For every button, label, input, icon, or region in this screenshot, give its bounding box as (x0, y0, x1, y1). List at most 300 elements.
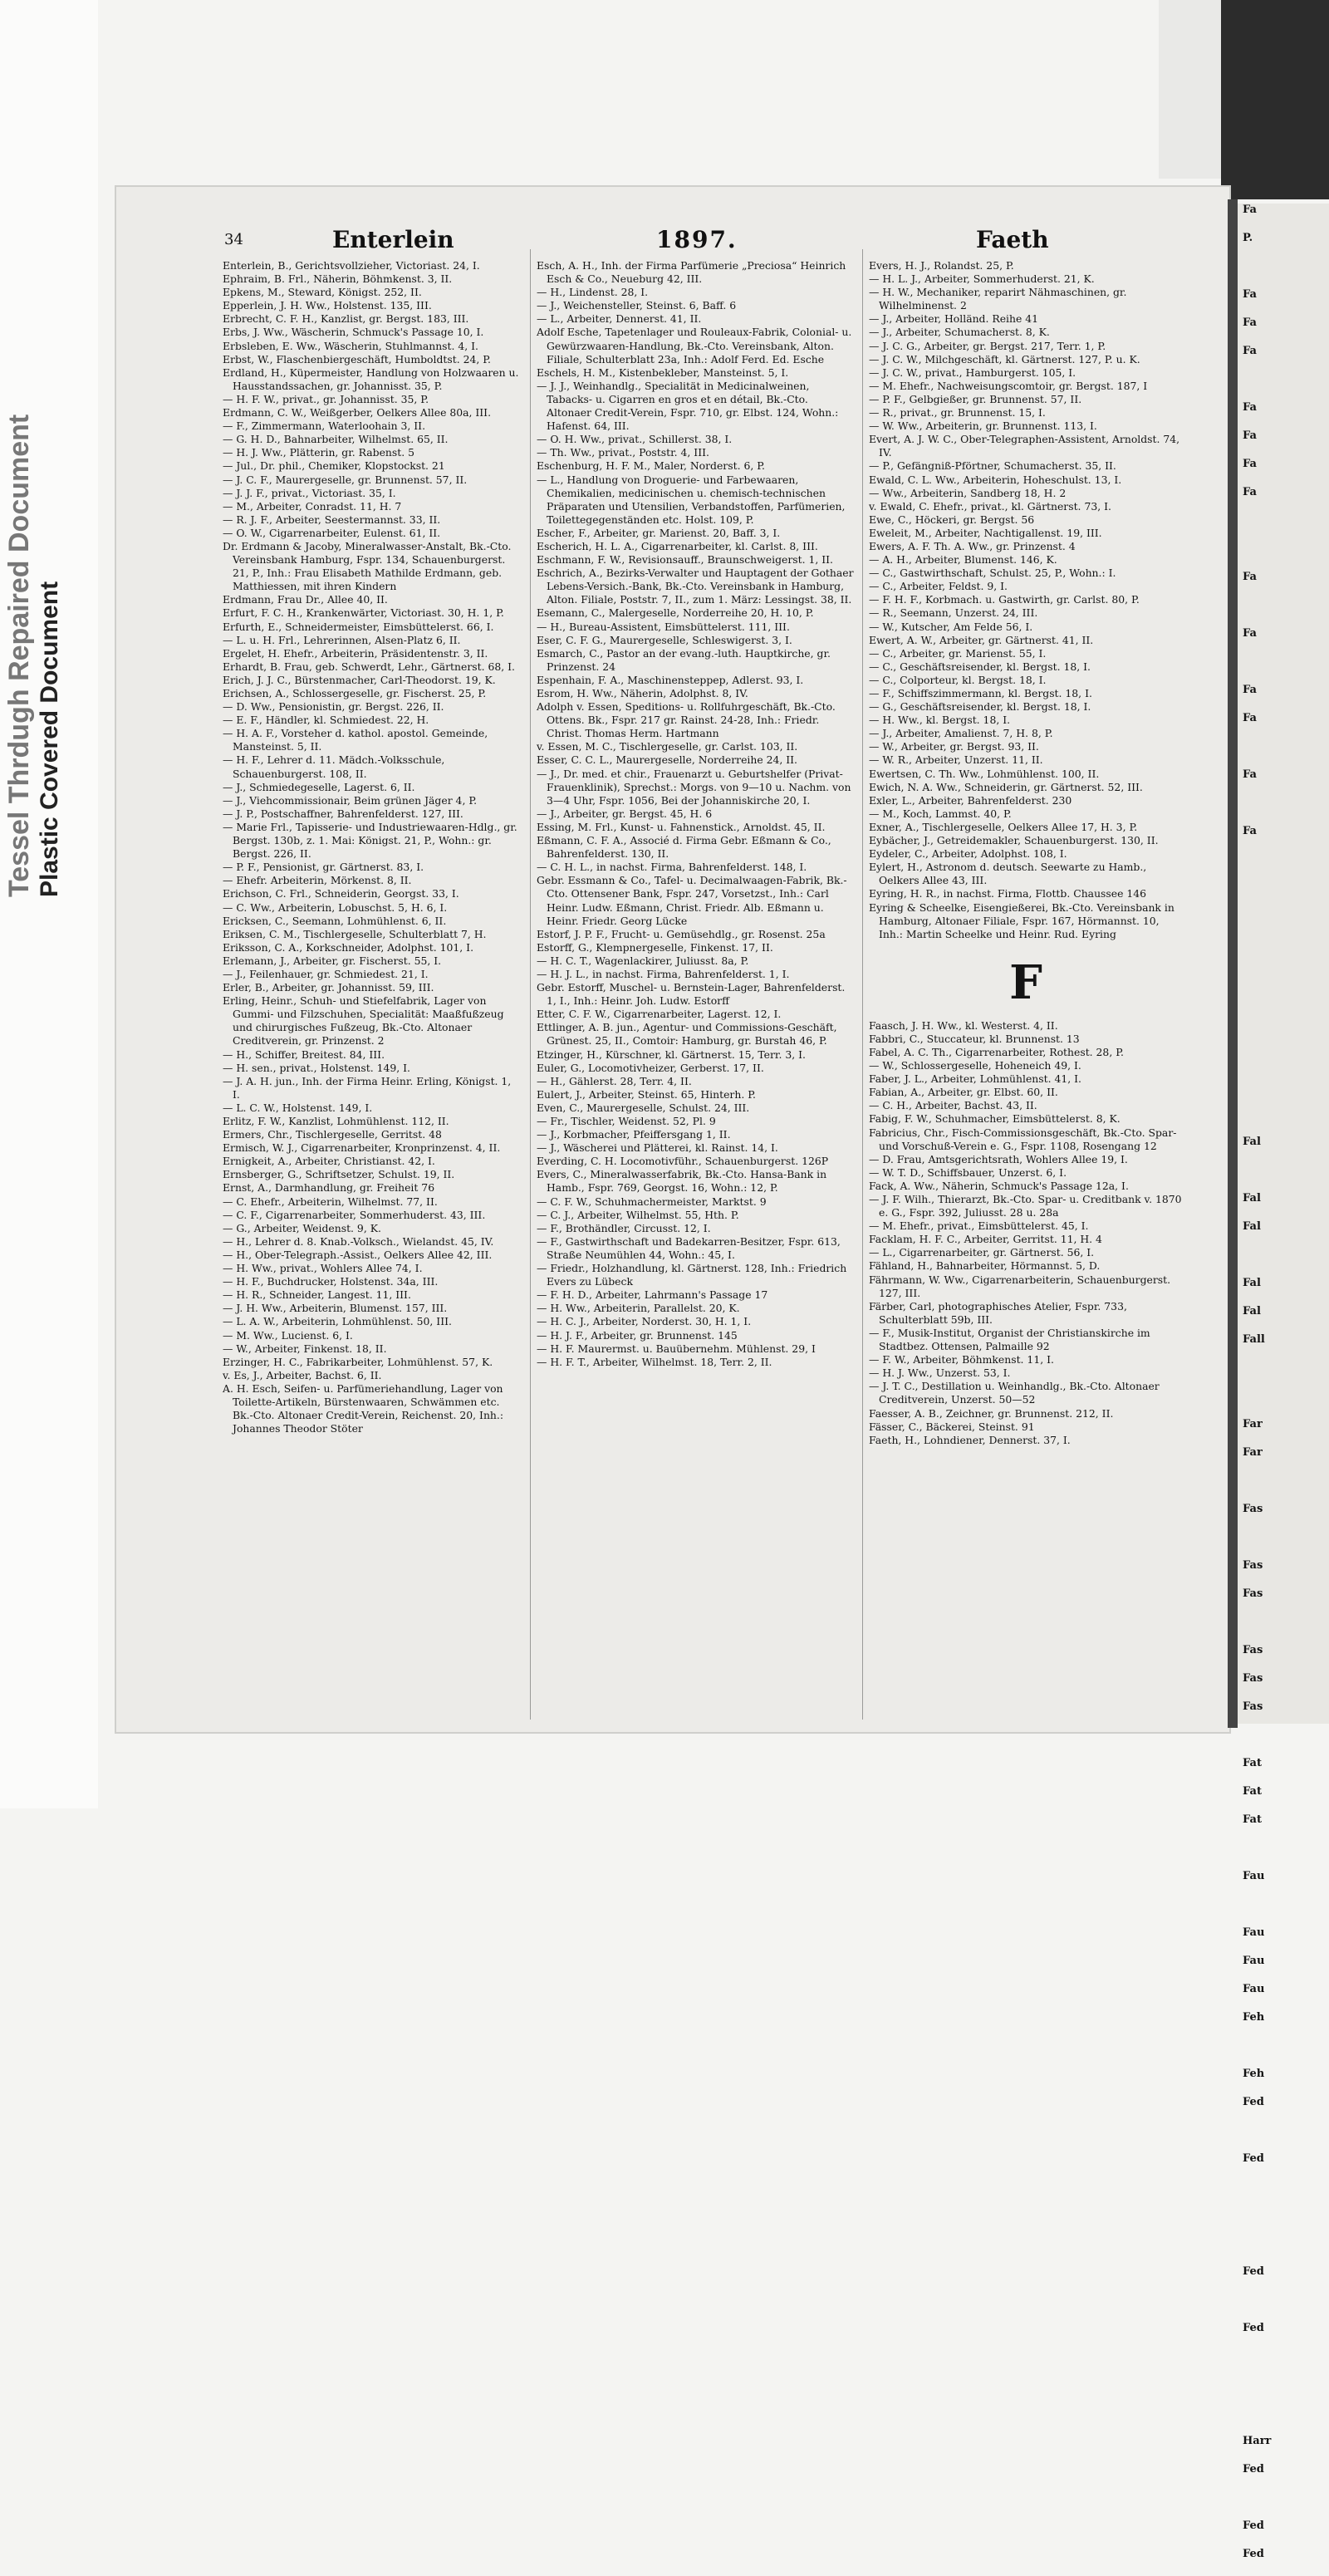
directory-entry: Faesser, A. B., Zeichner, gr. Brunnenst. 212, II. (869, 1406, 1114, 1420)
next-page-entry-fragment (1238, 1249, 1329, 1277)
directory-entry: v. Es, J., Arbeiter, Bachst. 6, II. (223, 1368, 382, 1381)
next-page-entry-fragment: Fal (1243, 1277, 1261, 1289)
next-page-entry-fragment: Fas (1243, 1587, 1263, 1600)
directory-entry: Faber, J. L., Arbeiter, Lohmühlenst. 41, I. (869, 1072, 1081, 1086)
directory-entry: — L., Handlung von Droguerie- und Farbewaaren, Chemikalien, medicinischen u. chemisch-technischen Präparaten und Utensilien, Verbandstoffen, Parfümerien, Toilettegegenständen etc. Holst. 109, P. (537, 473, 846, 526)
directory-entry: Epperlein, J. H. Ww., Holstenst. 135, III. (223, 299, 432, 312)
directory-entry: — W. R., Arbeiter, Unzerst. 11, II. (869, 753, 1043, 767)
directory-entry: Estorf, J. P. F., Frucht- u. Gemüsehdlg., gr. Rosenst. 25a (537, 927, 826, 940)
directory-entry: Erdmann, C. W., Weißgerber, Oelkers Allee 80a, III. (223, 406, 492, 420)
directory-entry: — J., Wäscherei und Plätterei, kl. Rainst. 14, I. (537, 1141, 778, 1155)
directory-entry: Ernigkeit, A., Arbeiter, Christianst. 42, I. (223, 1155, 435, 1168)
column-rule (862, 249, 863, 1720)
directory-entry: — W., Arbeiter, Finkenst. 18, II. (223, 1342, 387, 1355)
directory-entry: — F. H. F., Korbmach. u. Gastwirth, gr. Carlst. 80, P. (869, 593, 1140, 606)
directory-entry: — R., Seemann, Unzerst. 24, III. (869, 606, 1038, 620)
next-page-entry-fragment: Fa (1243, 316, 1257, 329)
directory-entry: — H. L. J., Arbeiter, Sommerhuderst. 21, K. (869, 272, 1095, 286)
directory-entry: Escherich, H. L. A., Cigarrenarbeiter, kl. Carlst. 8, III. (537, 539, 818, 552)
next-page-entry-fragment: Harr (1243, 2435, 1272, 2447)
stamp-line-1: Tessel Thrdugh Repaired Document (3, 414, 35, 897)
directory-entry: — O. H. Ww., privat., Schillerst. 38, I. (537, 433, 733, 446)
directory-entry: Evers, C., Mineralwasserfabrik, Bk.-Cto. Hansa-Bank in Hamb., Fspr. 769, Georgst. 16, Wohn.: 12, P. (537, 1168, 827, 1195)
directory-entry: — C. H., Arbeiter, Bachst. 43, II. (869, 1099, 1037, 1112)
directory-entry: — W. Ww., Arbeiterin, gr. Brunnenst. 113, I. (869, 420, 1097, 433)
next-page-entry-fragment (1238, 1616, 1329, 1644)
next-page-entry-fragment: Fa (1243, 486, 1257, 498)
directory-entry: — L. u. H. Frl., Lehrerinnen, Alsen-Platz 6, II. (223, 633, 461, 646)
next-page-entry-fragment (1238, 1729, 1329, 1757)
directory-entry: Gebr. Estorff, Muschel- u. Bernstein-Lager, Bahrenfelderst. 1, I., Inh.: Heinr. Joh. Ludw. Estorff (537, 981, 846, 1008)
directory-entry: — H. F. W., privat., gr. Johannisst. 35, P. (223, 392, 429, 405)
directory-entry: Erbsleben, E. Ww., Wäscherin, Stuhlmannst. 4, I. (223, 339, 478, 352)
directory-entry: — C., Arbeiter, Feldst. 9, I. (869, 580, 1008, 593)
next-page-entry-fragment (1238, 2350, 1329, 2378)
directory-entry: Ernst, A., Darmhandlung, gr. Freiheit 76 (223, 1181, 435, 1195)
directory-entry: Espenhain, F. A., Maschinensteppер, Adlerst. 93, I. (537, 673, 804, 686)
directory-entry: Esmarch, C., Pastor an der evang.-luth. Hauptkirche, gr. Prinzenst. 24 (537, 646, 831, 673)
directory-entry: — G., Arbeiter, Weidenst. 9, K. (223, 1221, 381, 1234)
next-page-entry-fragment: Fau (1243, 1870, 1265, 1882)
directory-entry: Erlemann, J., Arbeiter, gr. Fischerst. 55, I. (223, 954, 442, 967)
directory-entry: — P., Gefängniß-Pförtner, Schumacherst. 35, II. (869, 459, 1116, 473)
directory-entry: Everding, C. H. Locomotivführ., Schauenburgerst. 126P (537, 1155, 829, 1168)
directory-entry: — J. C. G., Arbeiter, gr. Bergst. 217, Terr. 1, P. (869, 339, 1106, 352)
next-page-entry-fragment: Fall (1243, 1333, 1265, 1346)
directory-entry: — J. J. F., privat., Victoriast. 35, I. (223, 486, 396, 499)
next-page-entry-fragment (1238, 2407, 1329, 2435)
directory-entry: Erfurt, F. C. H., Krankenwärter, Victoriast. 30, H. 1, P. (223, 606, 504, 620)
directory-entry: Ermers, Chr., Tischlergeselle, Gerritst. 48 (223, 1128, 442, 1141)
directory-entry: Erdmann, Frau Dr., Allee 40, II. (223, 593, 388, 606)
directory-entry: Eriksson, C. A., Korkschneider, Adolphst. 101, I. (223, 940, 474, 954)
next-page-entry-fragment: Fed (1243, 2463, 1264, 2475)
next-page-entry-fragment: Fa (1243, 768, 1257, 781)
next-page-entry-fragment: Fed (1243, 2152, 1264, 2165)
directory-entry: — J., Schmiedegeselle, Lagerst. 6, II. (223, 780, 415, 793)
directory-entry: — Th. Ww., privat., Poststr. 4, III. (537, 446, 709, 459)
directory-entry: — R. J. F., Arbeiter, Seestermannst. 33, II. (223, 513, 441, 526)
column-1 (223, 259, 522, 1721)
directory-entry: — H. F., Buchdrucker, Holstenst. 34a, III. (223, 1275, 439, 1288)
directory-entry: — P. F., Gelbgießer, gr. Brunnenst. 57, II. (869, 392, 1082, 405)
directory-entry: — F., Schiffszimmermann, kl. Bergst. 18, I. (869, 687, 1092, 699)
directory-entry: Erichson, C. Frl., Schneiderin, Georgst. 33, I. (223, 887, 459, 900)
next-page-entry-fragment: Fau (1243, 1983, 1265, 1995)
directory-entry: v. Essen, M. C., Tischlergeselle, gr. Carlst. 103, II. (537, 740, 798, 753)
directory-entry: — H., Bureau-Assistent, Eimsbüttelerst. 111, III. (537, 620, 790, 633)
next-page-entry-fragment (1238, 1531, 1329, 1559)
directory-entry: Ermisch, W. J., Cigarrenarbeiter, Kronprinzenst. 4, II. (223, 1141, 501, 1155)
next-page-entry-fragment: Fa (1243, 458, 1257, 470)
next-page-entry-fragment (1238, 1164, 1329, 1192)
directory-entry: — H. Ww., kl. Bergst. 18, I. (869, 714, 1011, 727)
directory-entry: — M., Arbeiter, Conradst. 11, H. 7 (223, 499, 402, 513)
directory-entry: — C. F., Cigarrenarbeiter, Sommerhuderst. 43, III. (223, 1208, 486, 1221)
directory-entry: — J. T. C., Destillation u. Weinhandlg., Bk.-Cto. Altonaer Creditverein, Unzerst. 50—52 (869, 1380, 1160, 1406)
directory-entry: Erdland, H., Küpermeister, Handlung von Holzwaaren u. Hausstandssachen, gr. Johannisst. 35, P. (223, 366, 519, 392)
directory-entry: Fabig, F. W., Schuhmacher, Eimsbüttelerst. 8, K. (869, 1112, 1121, 1126)
directory-entry: — H. Ww., privat., Wohlers Allee 74, I. (223, 1262, 423, 1275)
directory-entry: — J., Weichensteller, Steinst. 6, Baff. 6 (537, 299, 737, 312)
directory-entry: — J., Arbeiter, gr. Bergst. 45, H. 6 (537, 807, 713, 820)
directory-entry: Evers, H. J., Rolandst. 25, P. (869, 259, 1014, 272)
directory-entry: Erler, B., Arbeiter, gr. Johannisst. 59, III. (223, 981, 434, 994)
directory-entry: — C. Ww., Arbeiterin, Lobuschst. 5, H. 6, I. (223, 900, 448, 914)
next-page-entry-fragment: Fa (1243, 684, 1257, 696)
next-page-entry-fragment (1238, 938, 1329, 966)
directory-entry: — C. J., Arbeiter, Wilhelmst. 55, Hth. P. (537, 1208, 739, 1221)
next-page-entry-fragment: Fed (1243, 2548, 1264, 2560)
directory-entry: — H. W., Mechaniker, reparirt Nähmaschinen, gr. Wilhelminenst. 2 (869, 286, 1127, 312)
directory-entry: — C. Ehefr., Arbeiterin, Wilhelmst. 77, II. (223, 1195, 438, 1208)
directory-entry: Fabian, A., Arbeiter, gr. Elbst. 60, II. (869, 1086, 1058, 1099)
directory-entry: — W., Arbeiter, gr. Bergst. 93, II. (869, 740, 1039, 753)
next-page-entry-fragment (1238, 599, 1329, 627)
next-page-entry-fragment (1238, 966, 1329, 994)
directory-entry: — W. T. D., Schiffsbauer, Unzerst. 6, I. (869, 1165, 1067, 1179)
directory-entry: — J. J., Weinhandlg., Specialität in Medicinalweinen, Tabacks- u. Cigarren en gros et en détail, Bk.-Cto. Altonaer Credit-Verein, Fspr. 710, gr. Elbst. 124, Wohn.: Hafenst. 64, III. (537, 379, 839, 433)
directory-entry: — H. C. J., Arbeiter, Norderst. 30, H. 1, I. (537, 1315, 752, 1328)
directory-entry: — J., Arbeiter, Amalienst. 7, H. 8, P. (869, 727, 1053, 740)
next-page-entry-fragment (1238, 2491, 1329, 2520)
directory-entry: Gebr. Essmann & Co., Tafel- u. Decimalwaagen-Fabrik, Bk.-Cto. Ottensener Bank, Fspr. 247, Vorsetzst., Inh.: Carl Heinr. Ludw. Eßmann, Christ. Friedr. Alb. Eßmann u. Heinr. Friedr. Georg Lücke (537, 874, 847, 927)
next-page-entry-fragment (1238, 1390, 1329, 1418)
directory-entry: Erich, J. J. C., Bürstenmacher, Carl-Theodorst. 19, K. (223, 673, 496, 686)
book-binding (1221, 0, 1329, 199)
next-page-entry-fragment (1238, 1842, 1329, 1870)
directory-entry: Eschmann, F. W., Revisionsauff., Braunschweigerst. 1, II. (537, 553, 833, 567)
directory-entry: Adolph v. Essen, Speditions- u. Rollfuhrgeschäft, Bk.-Cto. Ottens. Bk., Fspr. 217 gr. Rainst. 24-28, Inh.: Friedr. Christ. Thomas Herm. Hartmann (537, 700, 836, 740)
directory-entry: Fässer, C., Bäckerei, Steinst. 91 (869, 1420, 1035, 1433)
scan-margin (0, 0, 98, 1808)
directory-entry: Ewich, N. A. Ww., Schneiderin, gr. Gärtnerst. 52, III. (869, 780, 1143, 793)
next-page-entry-fragment (1238, 2039, 1329, 2068)
directory-entry: Fabel, A. C. Th., Cigarrenarbeiter, Rothest. 28, P. (869, 1045, 1124, 1058)
next-page-entry-fragment: Fa (1243, 288, 1257, 301)
next-page-fragment (1238, 204, 1329, 2560)
directory-entry: Epkens, M., Steward, Königst. 252, II. (223, 286, 422, 299)
next-page-entry-fragment (1238, 2237, 1329, 2265)
directory-entry: — L., Cigarrenarbeiter, gr. Gärtnerst. 56, I. (869, 1246, 1095, 1259)
next-page-entry-fragment: Fal (1243, 1305, 1261, 1317)
directory-entry: Euler, G., Locomotivheizer, Gerberst. 17, II. (537, 1061, 764, 1074)
directory-entry: — H. J. F., Arbeiter, gr. Brunnenst. 145 (537, 1328, 738, 1342)
directory-entry: — Jul., Dr. phil., Chemiker, Klopstockst. 21 (223, 459, 445, 473)
directory-entry: — J., Arbeiter, Schumacherst. 8, K. (869, 326, 1050, 339)
directory-entry: — Ww., Arbeiterin, Sandberg 18, H. 2 (869, 486, 1067, 499)
directory-entry: — C., Gastwirthschaft, Schulst. 25, P., Wohn.: I. (869, 567, 1116, 580)
directory-entry: Eulert, J., Arbeiter, Steinst. 65, Hinterh. P. (537, 1087, 756, 1101)
section-letter: F (1009, 954, 1042, 1010)
directory-entry: Färber, Carl, photographisches Atelier, Fspr. 733, Schulterblatt 59b, III. (869, 1299, 1127, 1326)
directory-entry: Faasch, J. H. Ww., kl. Westerst. 4, II. (869, 1018, 1058, 1032)
directory-entry: — F. W., Arbeiter, Böhmkenst. 11, I. (869, 1353, 1054, 1367)
directory-entry: Fabricius, Chr., Fisch-Commissionsgeschäft, Bk.-Cto. Spar- und Vorschuß-Verein e. G., Fspr. 1108, Rosengang 12 (869, 1126, 1177, 1152)
directory-entry: Essing, M. Frl., Kunst- u. Fahnenstick., Arnoldst. 45, II. (537, 820, 826, 833)
directory-entry: Ettlinger, A. B. jun., Agentur- und Commissions-Geschäft, Grünest. 25, II., Comtoir: Hamburg, gr. Burstah 46, P. (537, 1021, 837, 1048)
directory-entry: Fähland, H., Bahnarbeiter, Hörmannst. 5, D. (869, 1259, 1101, 1273)
directory-entry: — L. C. W., Holstenst. 149, I. (223, 1101, 373, 1114)
next-page-entry-fragment: Fa (1243, 401, 1257, 414)
next-page-entry-fragment: Fa (1243, 712, 1257, 724)
next-page-entry-fragment (1238, 1898, 1329, 1926)
page-number: 34 (224, 231, 243, 248)
directory-entry: Facklam, H. F. C., Arbeiter, Gerritst. 11, H. 4 (869, 1233, 1102, 1246)
next-page-entry-fragment: Fat (1243, 1813, 1262, 1826)
directory-entry: Eyring, H. R., in nachst. Firma, Flottb. Chaussee 146 (869, 887, 1147, 900)
next-page-entry-fragment (1238, 655, 1329, 684)
directory-entry: — Ehefr. Arbeiterin, Mörkenst. 8, II. (223, 874, 412, 887)
next-page-entry-fragment: Fal (1243, 1220, 1261, 1233)
next-page-entry-fragment: Fau (1243, 1955, 1265, 1967)
next-page-entry-fragment (1238, 2181, 1329, 2209)
directory-entry: Even, C., Maurergeselle, Schulst. 24, III. (537, 1101, 750, 1114)
directory-entry: Eydeler, C., Arbeiter, Adolphst. 108, I. (869, 847, 1067, 861)
directory-entry: Enterlein, B., Gerichtsvollzieher, Victoriast. 24, I. (223, 259, 480, 272)
directory-entry: — C. H. L., in nachst. Firma, Bahrenfelderst. 148, I. (537, 861, 807, 874)
directory-entry: — H. Ww., Arbeiterin, Parallelst. 20, K. (537, 1302, 740, 1315)
directory-entry: Erfurth, E., Schneidermeister, Eimsbüttelerst. 66, I. (223, 620, 494, 633)
directory-entry: Etzinger, H., Kürschner, kl. Gärtnerst. 15, Terr. 3, I. (537, 1048, 806, 1061)
next-page-entry-fragment: Fas (1243, 1559, 1263, 1572)
directory-entry: Eschenburg, H. F. M., Maler, Norderst. 6, P. (537, 459, 765, 473)
directory-entry: Fährmann, W. Ww., Cigarrenarbeiterin, Schauenburgerst. 127, III. (869, 1273, 1171, 1299)
directory-entry: — J. P., Postschaffner, Bahrenfelderst. 127, III. (223, 807, 463, 820)
directory-entry: — P. F., Pensionist, gr. Gärtnerst. 83, I. (223, 861, 424, 874)
directory-entry: — L., Arbeiter, Dennerst. 41, II. (537, 312, 702, 326)
directory-entry: — D. Ww., Pensionistin, gr. Bergst. 226, II. (223, 700, 444, 714)
directory-entry: — J., Korbmacher, Pfeiffersgang 1, II. (537, 1128, 731, 1141)
directory-entry: — Marie Frl., Tapisserie- und Industriewaaren-Hdlg., gr. Bergst. 130b, z. 1. Mai: Königst. 21, P., Wohn.: gr. Bergst. 226, II. (223, 820, 517, 861)
next-page-entry-fragment (1238, 797, 1329, 825)
directory-entry: — H., Lehrer d. 8. Knab.-Volksch., Wielandst. 45, IV. (223, 1234, 494, 1248)
next-page-entry-fragment: Fa (1243, 204, 1257, 216)
directory-entry: Esch, A. H., Inh. der Firma Parfümerie „Preciosa“ Heinrich Esch & Co., Neueburg 42, III. (537, 259, 846, 286)
directory-entry: — H. J. L., in nachst. Firma, Bahrenfelderst. 1, I. (537, 967, 790, 980)
stamp-line-2: Plastic Covered Document (36, 581, 63, 897)
next-page-entry-fragment: Fas (1243, 1700, 1263, 1713)
directory-entry: — H. C. T., Wagenlackirer, Juliusst. 8a, P. (537, 954, 749, 967)
directory-entry: Exner, A., Tischlergeselle, Oelkers Allee 17, H. 3, P. (869, 820, 1138, 833)
next-page-entry-fragment: Feh (1243, 2068, 1265, 2080)
directory-entry: — J. H. Ww., Arbeiterin, Blumenst. 157, III. (223, 1302, 448, 1315)
header-right-word: Faeth (976, 226, 1049, 253)
directory-entry: — H. J. Ww., Plätterin, gr. Rabenst. 5 (223, 446, 415, 459)
directory-entry: — C., Arbeiter, gr. Marienst. 55, I. (869, 646, 1047, 660)
next-page-entry-fragment (1238, 2378, 1329, 2407)
next-page-entry-fragment: Fau (1243, 1926, 1265, 1939)
directory-entry: Adolf Esche, Tapetenlager und Rouleaux-Fabrik, Colonial- u. Gewürzwaaren-Handlung, Bk.-Cto. Vereinsbank, Alton. Filiale, Schulterblatt 23a, Inh.: Adolf Ferd. Ed. Esche (537, 326, 852, 366)
next-page-entry-fragment: Fat (1243, 1757, 1262, 1769)
next-page-entry-fragment (1238, 1474, 1329, 1503)
next-page-entry-fragment (1238, 1023, 1329, 1051)
next-page-entry-fragment (1238, 853, 1329, 881)
directory-entry: — H., Schiffer, Breitest. 84, III. (223, 1048, 385, 1061)
next-page-entry-fragment (1238, 542, 1329, 571)
next-page-entry-fragment: Fas (1243, 1503, 1263, 1515)
next-page-entry-fragment: Fed (1243, 2096, 1264, 2108)
next-page-entry-fragment: P. (1243, 232, 1253, 244)
next-page-entry-fragment: Fas (1243, 1644, 1263, 1656)
directory-entry: Ephraim, B. Frl., Näherin, Böhmkenst. 3, II. (223, 272, 453, 286)
directory-entry: Fabbri, C., Stuccateur, kl. Brunnenst. 13 (869, 1032, 1080, 1045)
directory-entry: — J., Dr. med. et chir., Frauenarzt u. Geburtshelfer (Privat-Frauenklinik), Sprechst.: Morgs. von 9—10 u. Nachm. von 3—4 Uhr, Fspr. 1056, Bei der Johanniskirche 20, I. (537, 767, 851, 807)
directory-entry: — F., Zimmermann, Waterloohain 3, II. (223, 420, 426, 433)
next-page-entry-fragment (1238, 260, 1329, 288)
directory-entry: Eyring & Scheelke, Eisengießerei, Bk.-Cto. Vereinsbank in Hamburg, Altonaer Filiale, Fspr. 167, Hörmannst. 10, Inh.: Martin Scheelke und Heinr. Rud. Eyring (869, 900, 1175, 940)
next-page-entry-fragment (1238, 994, 1329, 1023)
directory-entry: — H., Ober-Telegraph.-Assist., Oelkers Allee 42, III. (223, 1248, 493, 1261)
directory-entry: — G. H. D., Bahnarbeiter, Wilhelmst. 65, II. (223, 433, 449, 446)
next-page-entry-fragment: Fas (1243, 1672, 1263, 1685)
directory-entry: — W., Kutscher, Am Felde 56, I. (869, 620, 1033, 633)
directory-entry: Eschels, H. M., Kistenbekleber, Mansteinst. 5, I. (537, 366, 789, 379)
directory-entry: Ericksen, C., Seemann, Lohmühlenst. 6, II. (223, 914, 447, 927)
column-3-lower (869, 1019, 1183, 1447)
directory-entry: Ewers, A. F. Th. A. Ww., gr. Prinzenst. 4 (869, 539, 1076, 552)
next-page-entry-fragment: Far (1243, 1446, 1263, 1459)
directory-entry: — L. A. W., Arbeiterin, Lohmühlenst. 50, III. (223, 1315, 452, 1328)
next-page-entry-fragment: Fa (1243, 825, 1257, 837)
directory-entry: — M., Koch, Lammst. 40, P. (869, 807, 1012, 820)
directory-entry: Eriksen, C. M., Tischlergeselle, Schulterblatt 7, H. (223, 927, 487, 940)
next-page-entry-fragment: Fa (1243, 429, 1257, 442)
next-page-entry-fragment (1238, 2294, 1329, 2322)
directory-entry: — J. A. H. jun., Inh. der Firma Heinr. Erling, Königst. 1, I. (223, 1074, 512, 1101)
header-year: 1897. (656, 226, 738, 253)
directory-entry: — H., Lindenst. 28, I. (537, 286, 649, 299)
directory-entry: Ewald, C. L. Ww., Arbeiterin, Hoheschulst. 13, I. (869, 473, 1122, 486)
next-page-entry-fragment: Fed (1243, 2322, 1264, 2334)
directory-entry: — O. W., Cigarrenarbeiter, Eulenst. 61, II. (223, 526, 441, 539)
directory-entry: — C. F. W., Schuhmachermeister, Marktst. 9 (537, 1195, 767, 1208)
directory-entry: Esemann, C., Malergeselle, Norderreihe 20, H. 10, P. (537, 606, 814, 620)
directory-entry: — C., Colporteur, kl. Bergst. 18, I. (869, 673, 1047, 686)
directory-entry: Ewertsen, C. Th. Ww., Lohmühlenst. 100, II. (869, 767, 1100, 780)
directory-entry: Eybächer, J., Getreidemakler, Schauenburgerst. 130, II. (869, 834, 1159, 847)
column-rule (530, 249, 531, 1720)
directory-entry: Faeth, H., Lohndiener, Dennerst. 37, I. (869, 1433, 1071, 1446)
directory-entry: Erichsen, A., Schlossergeselle, gr. Fischerst. 25, P. (223, 687, 487, 699)
directory-entry: A. H. Esch, Seifen- u. Parfümeriehandlung, Lager von Toilette-Artikeln, Bürstenwaaren, Schwämmen etc. Bk.-Cto. Altonaer Credit-Verein, Reichenst. 20, Inh.: Johannes Theodor Stöter (223, 1381, 504, 1435)
next-page-entry-fragment: Fa (1243, 571, 1257, 583)
directory-entry: — J. C. W., privat., Hamburgerst. 105, I. (869, 366, 1076, 379)
directory-entry: — J., Arbeiter, Holländ. Reihe 41 (869, 312, 1039, 326)
directory-entry: — E. F., Händler, kl. Schmiedest. 22, H. (223, 714, 429, 727)
next-page-entry-fragment: Fal (1243, 1136, 1261, 1148)
directory-entry: — G., Geschäftsreisender, kl. Bergst. 18, I. (869, 700, 1091, 714)
directory-entry: — C., Geschäftsreisender, kl. Bergst. 18, I. (869, 660, 1091, 673)
directory-entry: Etter, C. F. W., Cigarrenarbeiter, Lagerst. 12, I. (537, 1008, 782, 1021)
paper-edge (1159, 0, 1225, 179)
next-page-entry-fragment (1238, 1362, 1329, 1390)
directory-entry: — H. R., Schneider, Langest. 11, III. (223, 1288, 411, 1302)
directory-entry: Eschrich, A., Bezirks-Verwalter und Hauptagent der Gothaer Lebens-Versich.-Bank, Bk.-Cto. Vereinsbank in Hamburg, Alton. Filiale, Poststr. 7, II., zum 1. März: Lessingst. 38, II. (537, 567, 854, 606)
directory-entry: — W., Schlossergeselle, Hoheneich 49, I. (869, 1059, 1081, 1072)
directory-entry: Escher, F., Arbeiter, gr. Marienst. 20, Baff. 3, I. (537, 526, 781, 539)
next-page-entry-fragment: Fed (1243, 2265, 1264, 2278)
next-page-entry-fragment (1238, 740, 1329, 768)
next-page-entry-fragment: Fat (1243, 1785, 1262, 1798)
directory-entry: Erlitz, F. W., Kanzlist, Lohmühlenst. 112, II. (223, 1115, 449, 1127)
directory-entry: Erbrecht, C. F. H., Kanzlist, gr. Bergst. 183, III. (223, 312, 469, 326)
directory-entry: — H. A. F., Vorsteher d. kathol. apostol. Gemeinde, Mansteinst. 5, II. (223, 727, 488, 753)
directory-entry: Evert, A. J. W. C., Ober-Telegraphen-Assistent, Arnoldst. 74, IV. (869, 433, 1180, 459)
directory-entry: — H. F. T., Arbeiter, Wilhelmst. 18, Terr. 2, II. (537, 1355, 772, 1368)
next-page-entry-fragment (1238, 881, 1329, 910)
conservation-stamp (3, 414, 63, 897)
page-gutter (1228, 199, 1238, 1728)
directory-entry: — J. F. Wilh., Thierarzt, Bk.-Cto. Spar- u. Creditbank v. 1870 e. G., Fspr. 392, Juliusst. 28 u. 28a (869, 1193, 1182, 1219)
directory-entry: v. Ewald, C. Ehefr., privat., kl. Gärtnerst. 73, I. (869, 499, 1111, 513)
header-left-word: Enterlein (332, 226, 454, 253)
directory-entry: Erbst, W., Flaschenbiergeschäft, Humboldtst. 24, P. (223, 352, 491, 366)
directory-entry: Ewert, A. W., Arbeiter, gr. Gärtnerst. 41, II. (869, 633, 1094, 646)
directory-entry: — J. C. W., Milchgeschäft, kl. Gärtnerst. 127, P. u. K. (869, 352, 1140, 366)
next-page-entry-fragment (1238, 910, 1329, 938)
directory-entry: Eßmann, C. F. A., Associé d. Firma Gebr. Eßmann & Co., Bahrenfelderst. 130, II. (537, 834, 831, 861)
next-page-entry-fragment: Feh (1243, 2011, 1265, 2024)
directory-entry: Eylert, H., Astronom d. deutsch. Seewarte zu Hamb., Oelkers Allee 43, III. (869, 861, 1147, 887)
directory-entry: — M. Ehefr., privat., Eimsbüttelerst. 45, I. (869, 1219, 1089, 1233)
directory-entry: — Friedr., Holzhandlung, kl. Gärtnerst. 128, Inh.: Friedrich Evers zu Lübeck (537, 1262, 847, 1288)
directory-entry: Erling, Heinr., Schuh- und Stiefelfabrik, Lager von Gummi- und Filzschuhen, Specialität: Maaßfußzeug und chirurgisches Fußzeug, Bk.-Cto. Altonaer Creditverein, gr. Prinzenst. 2 (223, 994, 504, 1048)
next-page-entry-fragment: Fa (1243, 627, 1257, 640)
directory-entry: — J., Feilenhauer, gr. Schmiedest. 21, I. (223, 967, 429, 980)
page-header (224, 226, 1221, 259)
directory-entry: — D. Frau, Amtsgerichtsrath, Wohlers Allee 19, I. (869, 1152, 1128, 1165)
next-page-entry-fragment (1238, 2209, 1329, 2237)
column-2 (537, 259, 856, 1721)
directory-entry: — H. F. Maurermst. u. Bauübernehm. Mühlenst. 29, I (537, 1342, 816, 1355)
next-page-entry-fragment (1238, 1079, 1329, 1107)
next-page-entry-fragment: Fa (1243, 345, 1257, 357)
next-page-entry-fragment: Far (1243, 1418, 1263, 1430)
directory-entry: — J., Viehcommissionair, Beim grünen Jäger 4, P. (223, 793, 478, 807)
directory-entry: Dr. Erdmann & Jacoby, Mineralwasser-Anstalt, Bk.-Cto. Vereinsbank Hamburg, Fspr. 134, Schauenburgerst. 21, P., Inh.: Frau Elisabeth Mathilde Erdmann, geb. Matthiessen, mit ihren Kindern (223, 539, 512, 593)
directory-entry: Esser, C. C. L., Maurergeselle, Norderreihe 24, II. (537, 753, 797, 767)
directory-entry: Exler, L., Arbeiter, Bahrenfelderst. 230 (869, 793, 1072, 807)
directory-entry: Eweleit, M., Arbeiter, Nachtigallenst. 19, III. (869, 526, 1102, 539)
next-page-entry-fragment (1238, 514, 1329, 542)
directory-entry: Erbs, J. Ww., Wäscherin, Schmuck's Passage 10, I. (223, 326, 484, 339)
directory-entry: Estorff, G., Klempnergeselle, Finkenst. 17, II. (537, 940, 773, 954)
next-page-entry-fragment (1238, 1051, 1329, 1079)
directory-entry: Fack, A. Ww., Näherin, Schmuck's Passage 12a, I. (869, 1179, 1129, 1192)
directory-entry: — A. H., Arbeiter, Blumenst. 146, K. (869, 553, 1057, 567)
directory-entry: — H., Gählerst. 28, Terr. 4, II. (537, 1074, 692, 1087)
directory-entry: — Fr., Tischler, Weidenst. 52, Pl. 9 (537, 1115, 716, 1127)
column-3-upper (869, 259, 1183, 941)
next-page-entry-fragment (1238, 2124, 1329, 2152)
directory-entry: Eser, C. F. G., Maurergeselle, Schleswigerst. 3, I. (537, 633, 792, 646)
directory-entry: — F., Gastwirthschaft und Badekarren-Besitzer, Fspr. 613, Straße Neumühlen 44, Wohn.: 45, I. (537, 1234, 841, 1261)
directory-entry: — M. Ww., Lucienst. 6, I. (223, 1328, 353, 1342)
directory-entry: Ergelet, H. Ehefr., Arbeiterin, Präsidentenstr. 3, II. (223, 646, 488, 660)
directory-entry: — J. C. F., Maurergeselle, gr. Brunnenst. 57, II. (223, 473, 468, 486)
directory-entry: Ewe, C., Höckeri, gr. Bergst. 56 (869, 513, 1035, 526)
directory-entry: — F. H. D., Arbeiter, Lahrmann's Passage 17 (537, 1288, 768, 1302)
next-page-entry-fragment (1238, 373, 1329, 401)
directory-entry: — M. Ehefr., Nachweisungscomtoir, gr. Bergst. 187, I (869, 379, 1148, 392)
directory-entry: Esrom, H. Ww., Näherin, Adolphst. 8, IV. (537, 687, 748, 699)
next-page-entry-fragment: Fed (1243, 2520, 1264, 2532)
directory-entry: — H. F., Lehrer d. 11. Mädch.-Volksschule, Schauenburgerst. 108, II. (223, 753, 445, 780)
directory-entry: Erzinger, H. C., Fabrikarbeiter, Lohmühlenst. 57, K. (223, 1355, 493, 1368)
next-page-entry-fragment (1238, 1107, 1329, 1136)
directory-entry: — R., privat., gr. Brunnenst. 15, I. (869, 406, 1046, 420)
